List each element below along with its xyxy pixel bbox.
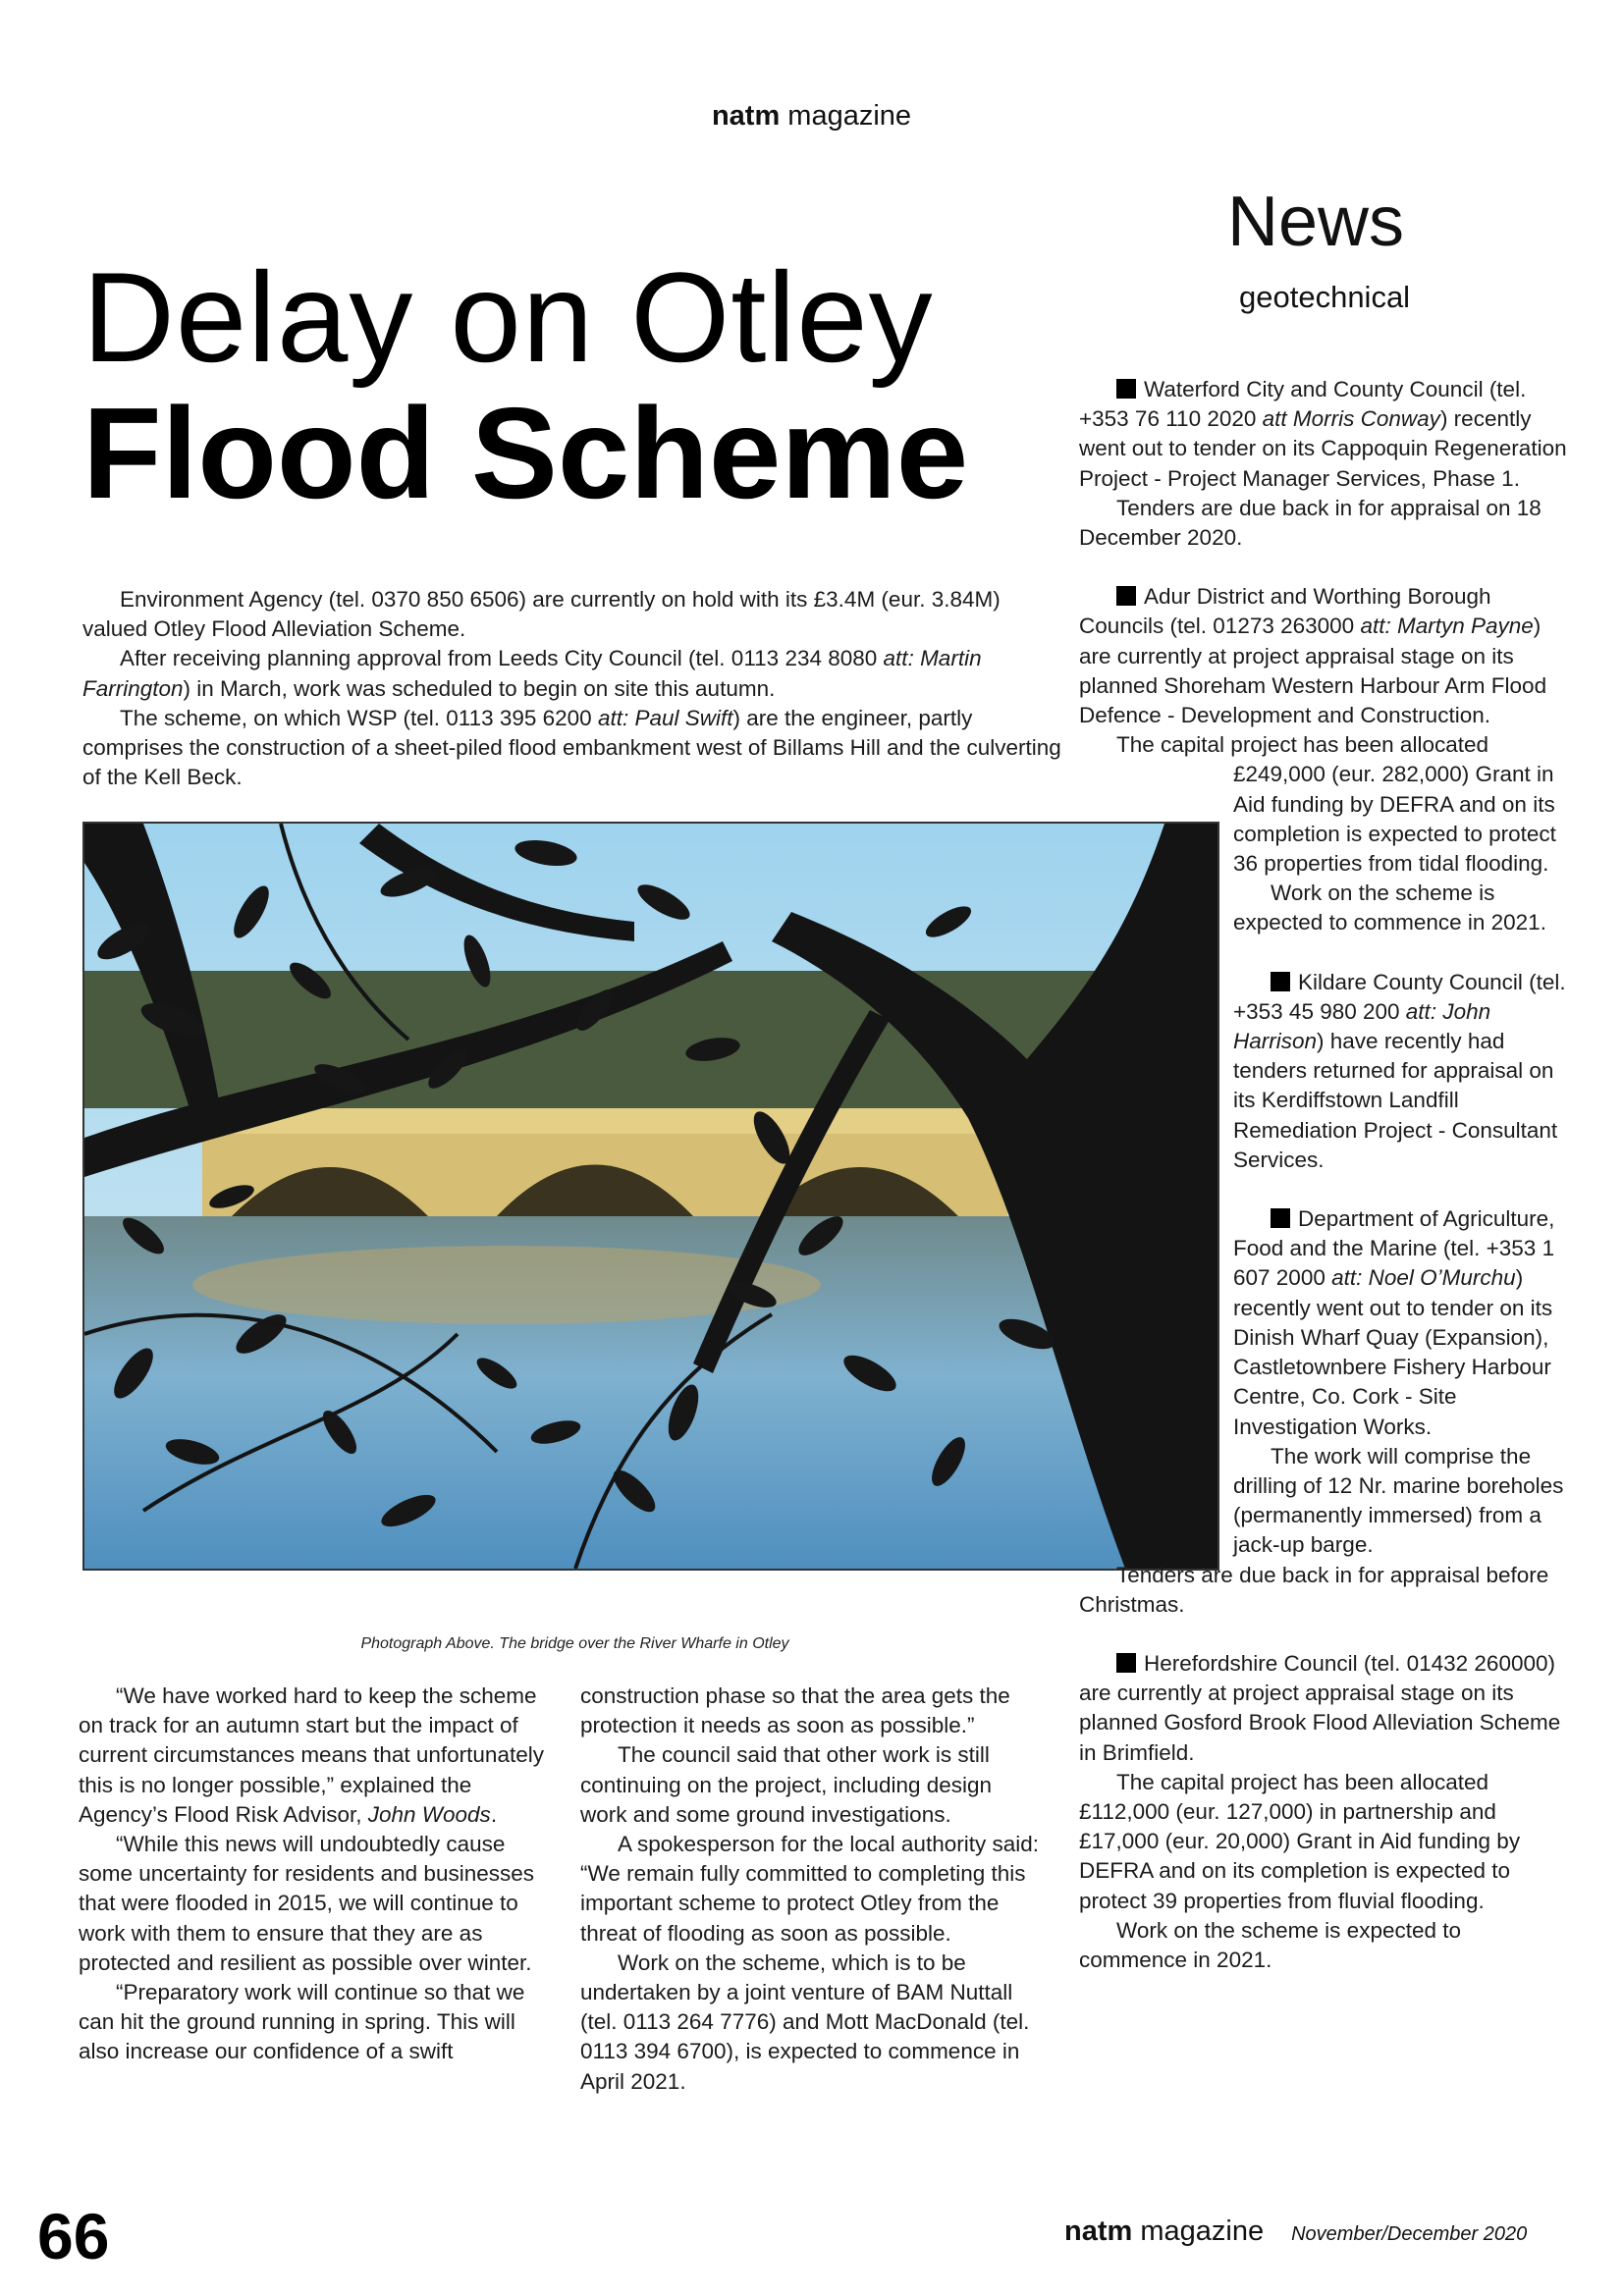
paragraph bbox=[1079, 582, 1570, 730]
footer-brand-rest: magazine bbox=[1132, 2216, 1265, 2247]
paragraph: “Preparatory work will continue so that we can hit the ground running in spring. This will also increase our confidence of a swift bbox=[79, 1980, 525, 2064]
paragraph: The capital project has been allocated £112,000 (eur. 127,000) in partnership and £17,000 (eur. 20,000) Grant in Aid funding by DEFRA and on its completion is expected to protect 39 properties from fluvial flooding. bbox=[1079, 1769, 1521, 1913]
paragraph bbox=[1233, 968, 1570, 1175]
article-headline bbox=[82, 245, 1084, 525]
news-column bbox=[1079, 375, 1570, 2004]
paragraph bbox=[1233, 1204, 1570, 1442]
square-bullet-icon bbox=[1271, 1208, 1290, 1228]
text-run: The scheme, on which WSP (tel. 0113 395 6200 bbox=[120, 705, 598, 730]
square-bullet-icon bbox=[1116, 1653, 1136, 1673]
news-item-kildare bbox=[1233, 968, 1570, 1175]
paragraph: Work on the scheme is expected to commence in 2021. bbox=[1079, 1917, 1462, 1972]
news-item-waterford bbox=[1079, 375, 1570, 553]
person-name: John Woods bbox=[367, 1801, 491, 1827]
paragraph bbox=[1079, 375, 1570, 494]
contact-name: att: John Harrison bbox=[1233, 998, 1491, 1054]
paragraph bbox=[79, 1682, 555, 1830]
intro-text bbox=[82, 585, 1067, 792]
text-run: Department of Agriculture, Food and the Marine (tel. +353 1 607 2000 bbox=[1233, 1206, 1555, 1291]
text-run: ) recently went out to tender on its Cappoquin Regeneration Project - Project Manager Services, Phase 1. bbox=[1079, 406, 1567, 491]
narrow-text-block bbox=[1233, 1204, 1570, 1560]
running-header bbox=[0, 100, 1623, 133]
text-run: Waterford City and County Council (tel. +353 76 110 2020 bbox=[1079, 377, 1527, 432]
intro-paragraph bbox=[82, 644, 1067, 703]
square-bullet-icon bbox=[1116, 586, 1136, 606]
paragraph: The work will comprise the drilling of 12 Nr. marine boreholes (permanently immersed) from a jack-up barge. bbox=[1233, 1443, 1564, 1558]
paragraph: £249,000 (eur. 282,000) Grant in Aid funding by DEFRA and on its completion is expected to protect 36 properties from tidal flooding. bbox=[1233, 762, 1556, 877]
text-run: ) have recently had tenders returned for appraisal on its Kerdiffstown Landfill Remediation Project - Consultant Services. bbox=[1233, 1029, 1558, 1172]
paragraph: construction phase so that the area gets the protection it needs as soon as possible.” bbox=[580, 1683, 1010, 1738]
square-bullet-icon bbox=[1271, 972, 1290, 991]
news-item-herefordshire bbox=[1079, 1649, 1570, 1975]
text-run: ) are currently at project appraisal stage on its planned Shoreham Western Harbour Arm Flood Defence - Development and Construction. bbox=[1079, 614, 1547, 728]
text-run: Herefordshire Council (tel. 01432 260000) are currently at project appraisal stage on its planned Gosford Brook Flood Alleviation Scheme in Brimfield. bbox=[1079, 1650, 1561, 1765]
news-item-agriculture bbox=[1079, 1204, 1570, 1620]
footer-brand-bold: natm bbox=[1064, 2216, 1133, 2247]
intro-paragraph: Environment Agency (tel. 0370 850 6506) are currently on hold with its £3.4M (eur. 3.84M) valued Otley Flood Alleviation Scheme. bbox=[82, 587, 1001, 642]
header-brand-rest: magazine bbox=[780, 100, 912, 132]
paragraph: “While this news will undoubtedly cause some uncertainty for residents and businesses that were flooded in 2015, we will continue to work with them to ensure that they are as protected and resilient as possible over winter. bbox=[79, 1832, 534, 1975]
bridge-photo bbox=[82, 822, 1219, 1571]
running-footer bbox=[1064, 2216, 1527, 2248]
paragraph: Tenders are due back in for appraisal on 18 December 2020. bbox=[1079, 495, 1542, 551]
section-subtitle: geotechnical bbox=[1239, 280, 1411, 314]
article-column-1 bbox=[79, 1682, 555, 2067]
paragraph bbox=[1079, 1649, 1570, 1768]
headline-line-2: Flood Scheme bbox=[82, 381, 969, 525]
contact-name: att: Martin Farrington bbox=[82, 646, 982, 701]
header-brand-bold: natm bbox=[711, 100, 781, 132]
text-run: “We have worked hard to keep the scheme on track for an autumn start but the impact of current circumstances means that unfortunately this is no longer possible,” explained the Agency’s Flood Risk Advisor, bbox=[79, 1683, 544, 1827]
narrow-text-block bbox=[1233, 760, 1570, 937]
paragraph: The capital project has been allocated bbox=[1116, 732, 1488, 758]
text-run: . bbox=[490, 1801, 498, 1827]
photo-caption: Photograph Above. The bridge over the River Wharfe in Otley bbox=[360, 1635, 789, 1652]
news-item-adur bbox=[1079, 582, 1570, 937]
contact-name: att: Martyn Payne bbox=[1360, 614, 1534, 639]
section-title: News bbox=[1227, 183, 1405, 261]
paragraph: The council said that other work is still continuing on the project, including design work and some ground investigations. bbox=[580, 1742, 993, 1827]
intro-paragraph bbox=[82, 704, 1067, 793]
article-column-2 bbox=[580, 1682, 1042, 2097]
paragraph: Work on the scheme is expected to commence in 2021. bbox=[1233, 881, 1546, 935]
text-run: ) in March, work was scheduled to begin on site this autumn. bbox=[183, 675, 776, 701]
contact-name: att: Paul Swift bbox=[597, 705, 733, 730]
issue-date: November/December 2020 bbox=[1291, 2223, 1528, 2245]
paragraph: A spokesperson for the local authority said: “We remain fully committed to completing this important scheme to protect Otley from the threat of flooding as soon as possible. bbox=[580, 1832, 1039, 1946]
text-run: After receiving planning approval from Leeds City Council (tel. 0113 234 8080 bbox=[120, 646, 884, 671]
square-bullet-icon bbox=[1116, 379, 1136, 399]
page-number: 66 bbox=[37, 2200, 110, 2272]
contact-name: att: Noel O’Murchu bbox=[1331, 1265, 1516, 1291]
text-run: ) are the engineer, partly comprises the construction of a sheet-piled flood embankment west of Billams Hill and the culverting of the Kell Beck. bbox=[82, 705, 1061, 790]
text-run: Kildare County Council (tel. +353 45 980 200 bbox=[1233, 969, 1566, 1024]
contact-name: att Morris Conway bbox=[1262, 406, 1440, 432]
headline-line-1: Delay on Otley bbox=[82, 245, 934, 389]
text-run: Adur District and Worthing Borough Councils (tel. 01273 263000 bbox=[1079, 584, 1491, 639]
text-run: ) recently went out to tender on its Dinish Wharf Quay (Expansion), Castletownbere Fishery Harbour Centre, Co. Cork - Site Investigation Works. bbox=[1233, 1265, 1553, 1439]
paragraph: Tenders are due back in for appraisal before Christmas. bbox=[1079, 1562, 1549, 1617]
bridge-photo-illustration bbox=[84, 824, 1217, 1569]
paragraph: Work on the scheme, which is to be undertaken by a joint venture of BAM Nuttall (tel. 0113 264 7776) and Mott MacDonald (tel. 0113 394 6700), is expected to commence in April 2021. bbox=[580, 1949, 1030, 2094]
